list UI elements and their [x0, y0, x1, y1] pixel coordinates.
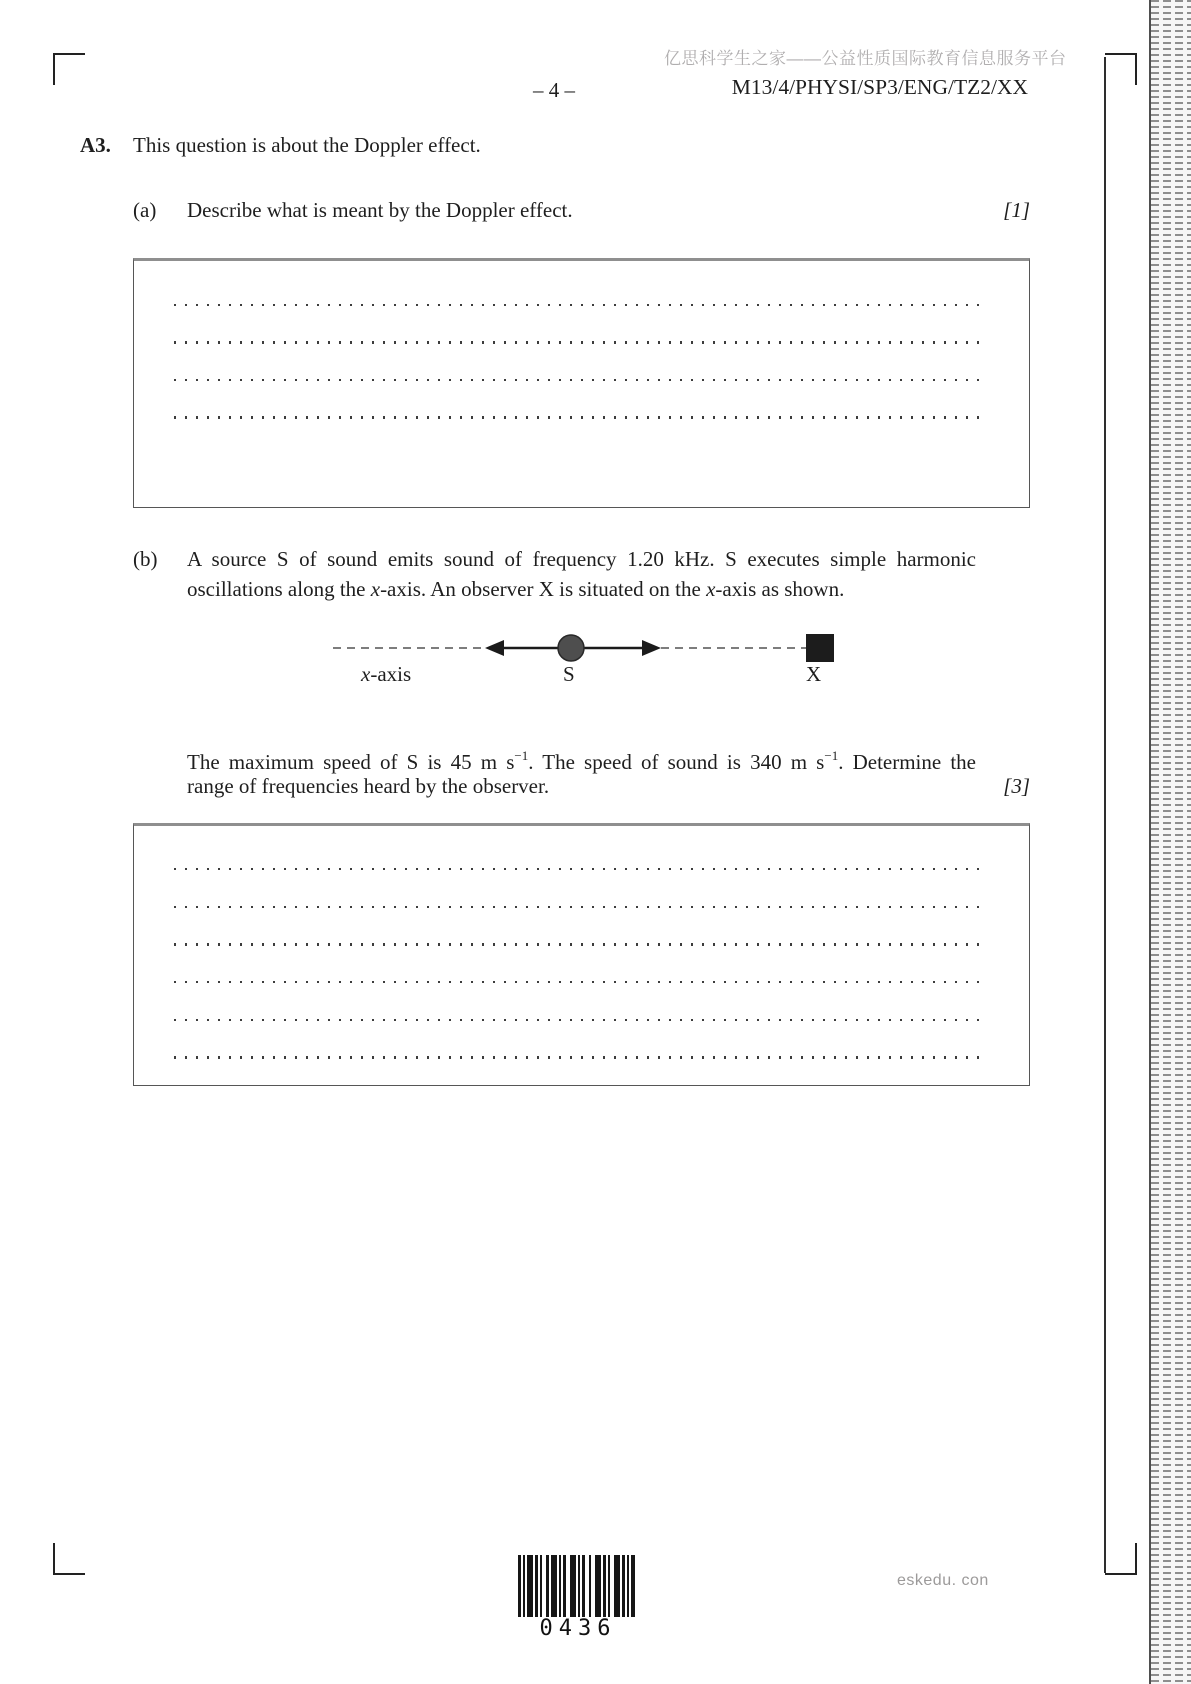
part-b-marks: [3]	[1003, 774, 1030, 798]
corner-mark-top-left	[53, 53, 85, 85]
barcode-number: 0436	[539, 1616, 617, 1641]
answer-dotted-line	[174, 416, 981, 418]
arrowhead-right	[642, 640, 661, 656]
part-b-speed-line1: The maximum speed of S is 45 m $s^{-1}$. The speed of sound is 340 m $s^{-1}$. Determine the	[187, 748, 977, 774]
arrowhead-left	[485, 640, 504, 656]
answer-dotted-line	[174, 379, 981, 381]
part-b-speed-line2: range of frequencies heard by the observer.	[187, 774, 550, 798]
answer-dotted-line	[174, 906, 981, 908]
answer-box-part-a	[133, 258, 1030, 508]
page-number: – 4 –	[533, 78, 575, 102]
part-a-label: (a)	[133, 198, 157, 222]
corner-mark-top-right	[1105, 53, 1137, 85]
answer-dotted-line	[174, 943, 981, 945]
answer-box-part-b	[133, 823, 1030, 1086]
source-circle	[558, 635, 584, 661]
x-axis-label: x-axis	[361, 662, 412, 686]
part-b-text-line1: A source S of sound emits sound of frequency 1.20 kHz. S executes simple harmonic	[187, 547, 976, 571]
answer-dotted-line	[174, 868, 981, 870]
corner-mark-bottom-right	[1105, 1543, 1137, 1575]
observer-label: X	[806, 662, 822, 686]
answer-dotted-line	[174, 1056, 981, 1058]
question-number: A3.	[80, 133, 111, 157]
observer-square	[806, 634, 834, 662]
part-a-marks: [1]	[1003, 198, 1030, 222]
part-b-label: (b)	[133, 547, 158, 571]
answer-dotted-line	[174, 304, 981, 306]
answer-lines-group	[174, 261, 981, 507]
scan-edge-pattern	[1149, 0, 1191, 1684]
source-label: S	[563, 662, 575, 686]
answer-dotted-line	[174, 1019, 981, 1021]
page-edge-line	[1104, 57, 1106, 1573]
barcode	[518, 1555, 635, 1617]
watermark-text: eskedu. con	[897, 1572, 989, 1589]
corner-mark-bottom-left	[53, 1543, 85, 1575]
site-banner-text: 亿思科学生之家——公益性质国际教育信息服务平台	[664, 49, 1067, 68]
answer-dotted-line	[174, 981, 981, 983]
part-a-prompt: Describe what is meant by the Doppler effect.	[187, 198, 573, 222]
answer-lines-group	[174, 826, 981, 1085]
paper-code: M13/4/PHYSI/SP3/ENG/TZ2/XX	[731, 75, 1028, 99]
answer-dotted-line	[174, 341, 981, 343]
question-intro: This question is about the Doppler effect.	[133, 133, 481, 157]
part-b-text-line2: oscillations along the x-axis. An observer X is situated on the x-axis as shown.	[187, 577, 845, 601]
